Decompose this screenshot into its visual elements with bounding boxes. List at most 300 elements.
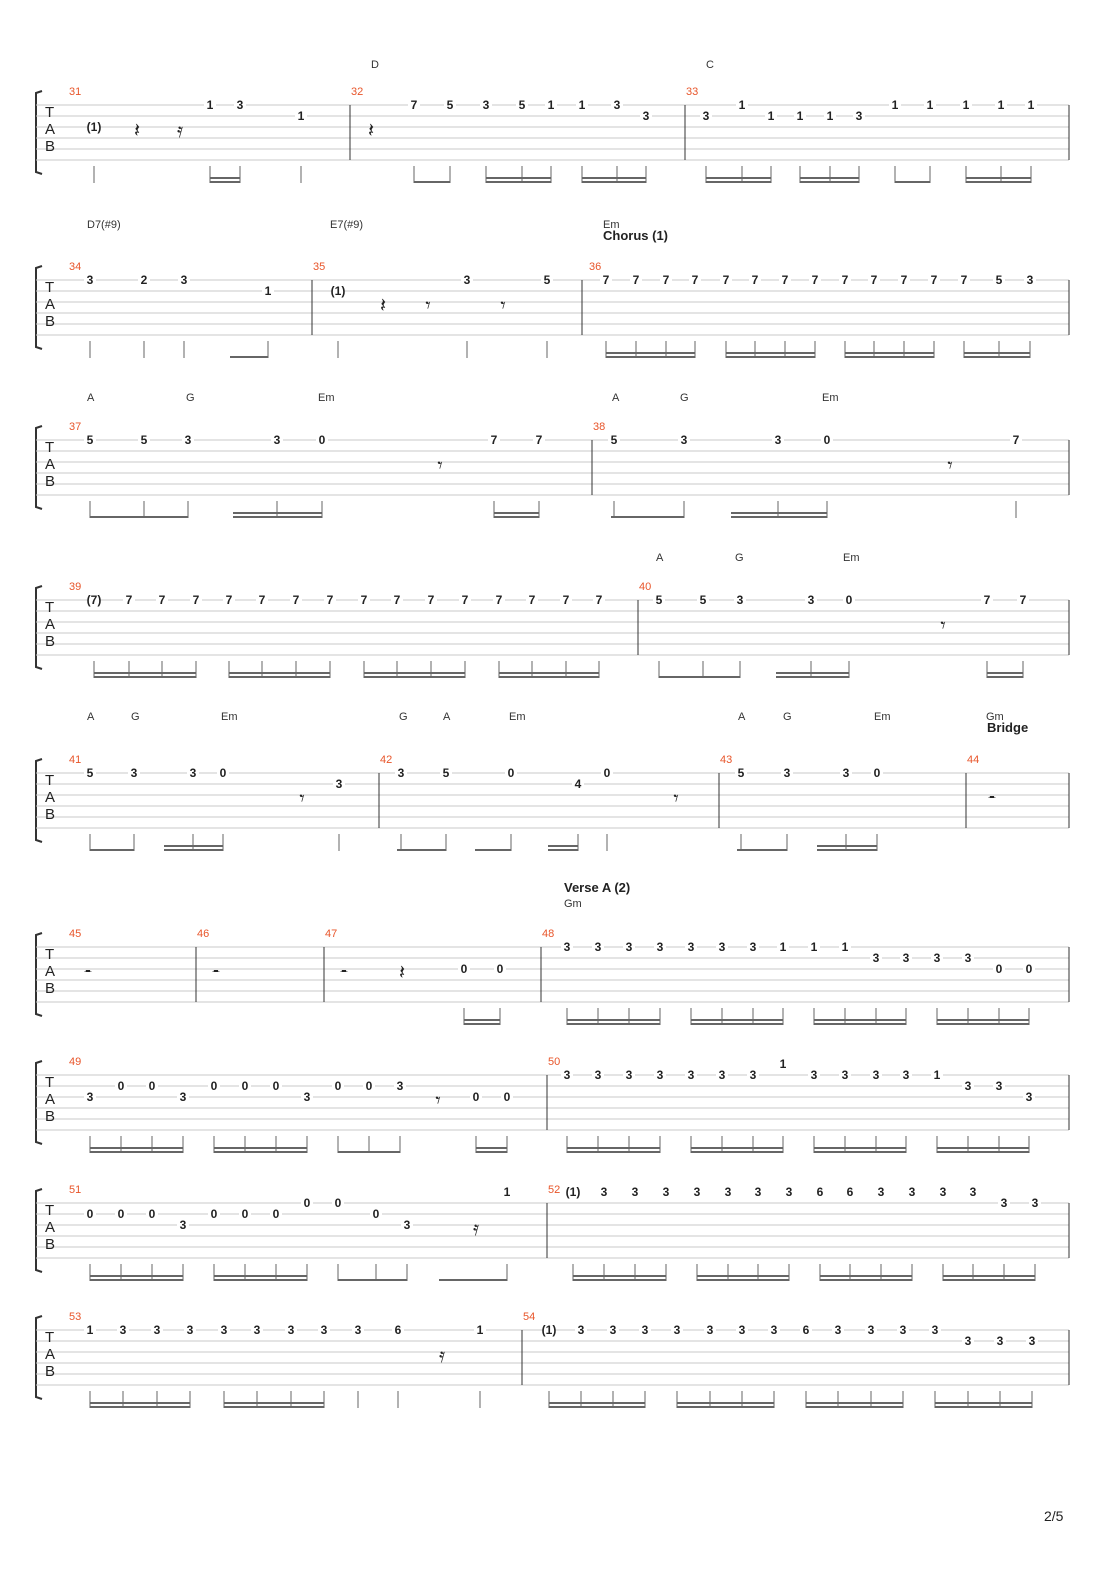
note-beam xyxy=(987,676,1023,678)
fret-number: 3 xyxy=(738,1323,746,1337)
note-beam xyxy=(845,356,934,358)
fret-number: 7 xyxy=(125,593,133,607)
note-beam xyxy=(338,1279,407,1281)
fret-number: 0 xyxy=(318,433,326,447)
chord-name: G xyxy=(783,711,792,723)
fret-number: 3 xyxy=(656,940,664,954)
note-beam xyxy=(737,849,787,851)
fret-number: 3 xyxy=(724,1185,732,1199)
fret-number: 4 xyxy=(574,777,582,791)
fret-number: 3 xyxy=(303,1090,311,1104)
rest-symbol: 𝄿 xyxy=(438,1343,446,1367)
note-beam xyxy=(214,1151,307,1153)
rest-symbol: 𝄽 xyxy=(398,960,406,984)
fret-number: 3 xyxy=(253,1323,261,1337)
fret-number: 3 xyxy=(841,1068,849,1082)
fret-number: 7 xyxy=(1012,433,1020,447)
fret-number: 1 xyxy=(206,98,214,112)
fret-number: 3 xyxy=(902,1068,910,1082)
fret-number: 3 xyxy=(810,1068,818,1082)
measure-number: 47 xyxy=(325,928,338,940)
fret-number: 3 xyxy=(933,951,941,965)
fret-number: 5 xyxy=(610,433,618,447)
note-beam xyxy=(499,672,599,674)
fret-number: 3 xyxy=(220,1323,228,1337)
note-beam xyxy=(731,516,827,518)
tab-clef-letter: B xyxy=(45,806,56,823)
fret-number: 1 xyxy=(933,1068,941,1082)
note-beam xyxy=(731,512,827,514)
fret-number: 3 xyxy=(939,1185,947,1199)
fret-number: 3 xyxy=(153,1323,161,1337)
rest-symbol: 𝄾 xyxy=(437,453,443,477)
fret-number: 3 xyxy=(613,98,621,112)
note-beam xyxy=(494,516,539,518)
note-beam xyxy=(706,181,771,183)
chord-name: Em xyxy=(843,552,860,564)
fret-number: 5 xyxy=(442,766,450,780)
tab-clef-letter: B xyxy=(45,138,56,155)
fret-number: 0 xyxy=(303,1196,311,1210)
system-bracket xyxy=(36,933,42,1016)
note-beam xyxy=(90,1279,183,1281)
fret-number: 3 xyxy=(749,940,757,954)
rest-symbol: 𝄿 xyxy=(472,1216,480,1240)
note-beam xyxy=(806,1406,903,1408)
chord-name: Em xyxy=(603,219,620,231)
measure-number: 36 xyxy=(589,261,602,273)
note-beam xyxy=(90,516,188,518)
fret-number: 1 xyxy=(962,98,970,112)
fret-number: 1 xyxy=(796,109,804,123)
chord-name: G xyxy=(186,392,195,404)
tab-clef-letter: B xyxy=(45,473,56,490)
note-beam xyxy=(439,1279,507,1281)
tab-clef-letter: A xyxy=(45,963,56,980)
fret-number: 3 xyxy=(641,1323,649,1337)
note-beam xyxy=(549,1406,645,1408)
fret-number: 3 xyxy=(577,1323,585,1337)
fret-number: 3 xyxy=(899,1323,907,1337)
measure-number: 48 xyxy=(542,928,555,940)
note-beam xyxy=(935,1402,1032,1404)
fret-number: 7 xyxy=(960,273,968,287)
note-beam xyxy=(691,1019,783,1021)
tab-clef-letter: T xyxy=(45,772,55,789)
page-number: 2/5 xyxy=(1044,1508,1064,1524)
measure-number: 39 xyxy=(69,581,82,593)
chord-name: Em xyxy=(874,711,891,723)
fret-number: 1 xyxy=(779,1057,787,1071)
fret-number: 0 xyxy=(272,1079,280,1093)
fret-number: 5 xyxy=(518,98,526,112)
measure-number: 33 xyxy=(686,86,699,98)
fret-number: 7 xyxy=(1019,593,1027,607)
chord-name: G xyxy=(399,711,408,723)
fret-number: 3 xyxy=(969,1185,977,1199)
measure-number: 50 xyxy=(548,1056,561,1068)
fret-number: 3 xyxy=(770,1323,778,1337)
fret-number: 7 xyxy=(528,593,536,607)
fret-number: 0 xyxy=(241,1079,249,1093)
fret-number: 0 xyxy=(995,962,1003,976)
note-beam xyxy=(230,356,268,358)
tab-clef-letter: A xyxy=(45,1219,56,1236)
fret-number: 3 xyxy=(335,777,343,791)
fret-number: 5 xyxy=(543,273,551,287)
fret-number: 0 xyxy=(472,1090,480,1104)
fret-number: 6 xyxy=(802,1323,810,1337)
note-beam xyxy=(776,672,849,674)
fret-number: (1) xyxy=(541,1323,557,1337)
fret-number: 7 xyxy=(258,593,266,607)
measure-number: 44 xyxy=(967,754,980,766)
fret-number: 3 xyxy=(396,1079,404,1093)
note-beam xyxy=(548,849,578,851)
note-beam xyxy=(582,181,646,183)
tab-clef-letter: T xyxy=(45,1202,55,1219)
note-beam xyxy=(697,1279,789,1281)
fret-number: 7 xyxy=(158,593,166,607)
tab-system-5 xyxy=(36,711,1069,851)
tab-clef-letter: B xyxy=(45,633,56,650)
fret-number: 7 xyxy=(326,593,334,607)
tab-clef-letter: A xyxy=(45,616,56,633)
system-bracket xyxy=(36,586,42,669)
note-beam xyxy=(476,1151,507,1153)
tab-system-3 xyxy=(36,392,1069,518)
note-beam xyxy=(210,177,240,179)
note-beam xyxy=(817,845,877,847)
note-beam xyxy=(214,1147,307,1149)
fret-number: 1 xyxy=(826,109,834,123)
note-beam xyxy=(814,1023,906,1025)
fret-number: 3 xyxy=(872,951,880,965)
note-beam xyxy=(475,849,511,851)
fret-number: 5 xyxy=(86,766,94,780)
fret-number: 3 xyxy=(908,1185,916,1199)
fret-number: 1 xyxy=(264,284,272,298)
fret-number: 3 xyxy=(600,1185,608,1199)
fret-number: 3 xyxy=(1025,1090,1033,1104)
fret-number: 3 xyxy=(397,766,405,780)
fret-number: 3 xyxy=(189,766,197,780)
fret-number: (7) xyxy=(86,593,102,607)
measure-number: 38 xyxy=(593,421,606,433)
note-beam xyxy=(567,1147,660,1149)
chord-name: G xyxy=(735,552,744,564)
fret-number: 7 xyxy=(360,593,368,607)
chord-name: Em xyxy=(318,392,335,404)
fret-number: 7 xyxy=(393,593,401,607)
fret-number: (1) xyxy=(330,284,346,298)
fret-number: 3 xyxy=(774,433,782,447)
fret-number: 7 xyxy=(602,273,610,287)
fret-number: 0 xyxy=(603,766,611,780)
fret-number: 3 xyxy=(130,766,138,780)
note-beam xyxy=(776,676,849,678)
fret-number: 5 xyxy=(446,98,454,112)
note-beam xyxy=(937,1147,1029,1149)
measure-number: 45 xyxy=(69,928,82,940)
fret-number: 3 xyxy=(236,98,244,112)
fret-number: 3 xyxy=(86,1090,94,1104)
fret-number: 3 xyxy=(642,109,650,123)
fret-number: 3 xyxy=(1031,1196,1039,1210)
rest-symbol: 𝄾 xyxy=(940,613,946,637)
rest-symbol: 𝄾 xyxy=(435,1088,441,1112)
fret-number: 3 xyxy=(842,766,850,780)
note-beam xyxy=(820,1275,912,1277)
fret-number: 0 xyxy=(334,1079,342,1093)
tab-clef-letter: A xyxy=(45,121,56,138)
note-beam xyxy=(94,672,196,674)
rest-symbol: 𝄾 xyxy=(500,293,506,317)
chord-name: G xyxy=(131,711,140,723)
note-beam xyxy=(224,1406,324,1408)
note-beam xyxy=(697,1275,789,1277)
fret-number: 6 xyxy=(816,1185,824,1199)
measure-number: 37 xyxy=(69,421,82,433)
note-beam xyxy=(814,1151,906,1153)
fret-number: 0 xyxy=(117,1207,125,1221)
rest-symbol: 𝄽 xyxy=(367,118,375,142)
note-beam xyxy=(164,849,223,851)
note-beam xyxy=(966,181,1031,183)
tab-system-7 xyxy=(36,1056,1069,1153)
note-beam xyxy=(567,1023,660,1025)
fret-number: 1 xyxy=(547,98,555,112)
fret-number: 3 xyxy=(609,1323,617,1337)
fret-number: 7 xyxy=(632,273,640,287)
fret-number: (1) xyxy=(565,1185,581,1199)
fret-number: 7 xyxy=(751,273,759,287)
note-beam xyxy=(233,516,322,518)
note-beam xyxy=(800,177,859,179)
fret-number: 7 xyxy=(781,273,789,287)
fret-number: 3 xyxy=(1026,273,1034,287)
fret-number: 0 xyxy=(372,1207,380,1221)
chord-name: Gm xyxy=(986,711,1004,723)
fret-number: 3 xyxy=(463,273,471,287)
measure-number: 43 xyxy=(720,754,733,766)
fret-number: 0 xyxy=(845,593,853,607)
tab-clef-letter: B xyxy=(45,313,56,330)
note-beam xyxy=(817,849,877,851)
note-beam xyxy=(691,1151,783,1153)
tab-clef-letter: T xyxy=(45,439,55,456)
fret-number: 3 xyxy=(403,1218,411,1232)
note-beam xyxy=(464,1023,500,1025)
note-beam xyxy=(726,352,815,354)
note-beam xyxy=(90,1147,183,1149)
measure-number: 40 xyxy=(639,581,652,593)
fret-number: 7 xyxy=(495,593,503,607)
note-beam xyxy=(677,1402,774,1404)
note-beam xyxy=(814,1147,906,1149)
note-beam xyxy=(364,672,465,674)
note-beam xyxy=(229,672,330,674)
fret-number: 7 xyxy=(722,273,730,287)
note-beam xyxy=(573,1275,666,1277)
system-bracket xyxy=(36,1316,42,1399)
fret-number: 1 xyxy=(841,940,849,954)
fret-number: 3 xyxy=(594,940,602,954)
fret-number: 3 xyxy=(855,109,863,123)
fret-number: 3 xyxy=(119,1323,127,1337)
fret-number: 5 xyxy=(655,593,663,607)
fret-number: 3 xyxy=(186,1323,194,1337)
fret-number: 0 xyxy=(365,1079,373,1093)
note-beam xyxy=(573,1279,666,1281)
fret-number: 3 xyxy=(718,940,726,954)
fret-number: 7 xyxy=(983,593,991,607)
note-beam xyxy=(90,1275,183,1277)
tab-clef-letter: T xyxy=(45,279,55,296)
fret-number: 5 xyxy=(86,433,94,447)
fret-number: 0 xyxy=(117,1079,125,1093)
fret-number: 5 xyxy=(737,766,745,780)
note-beam xyxy=(964,356,1030,358)
tab-system-1 xyxy=(36,59,1069,183)
fret-number: 0 xyxy=(219,766,227,780)
fret-number: 0 xyxy=(210,1207,218,1221)
tab-clef-letter: T xyxy=(45,104,55,121)
fret-number: 3 xyxy=(702,109,710,123)
rest-symbol: 𝄼 xyxy=(84,960,92,984)
fret-number: 3 xyxy=(662,1185,670,1199)
note-beam xyxy=(937,1151,1029,1153)
fret-number: 7 xyxy=(427,593,435,607)
tab-clef-letter: T xyxy=(45,946,55,963)
fret-number: 5 xyxy=(699,593,707,607)
fret-number: 0 xyxy=(873,766,881,780)
system-bracket xyxy=(36,426,42,509)
note-beam xyxy=(90,849,134,851)
fret-number: 3 xyxy=(749,1068,757,1082)
tab-system-6 xyxy=(36,880,1069,1025)
rest-symbol: 𝄿 xyxy=(176,118,184,142)
tab-clef-letter: A xyxy=(45,296,56,313)
measure-number: 34 xyxy=(69,261,82,273)
note-beam xyxy=(800,181,859,183)
fret-number: 0 xyxy=(503,1090,511,1104)
fret-number: 3 xyxy=(482,98,490,112)
fret-number: 7 xyxy=(841,273,849,287)
chord-name: E7(#9) xyxy=(330,219,364,231)
system-bracket xyxy=(36,759,42,842)
fret-number: 1 xyxy=(779,940,787,954)
fret-number: 3 xyxy=(180,273,188,287)
note-beam xyxy=(90,1151,183,1153)
fret-number: 0 xyxy=(86,1207,94,1221)
tab-clef-letter: A xyxy=(45,1346,56,1363)
note-beam xyxy=(494,512,539,514)
measure-number: 32 xyxy=(351,86,364,98)
note-beam xyxy=(549,1402,645,1404)
note-beam xyxy=(397,849,446,851)
tab-clef-letter: T xyxy=(45,1074,55,1091)
note-beam xyxy=(214,1275,307,1277)
fret-number: 3 xyxy=(754,1185,762,1199)
note-beam xyxy=(606,352,695,354)
note-beam xyxy=(691,1023,783,1025)
note-beam xyxy=(499,676,599,678)
note-beam xyxy=(464,1019,500,1021)
fret-number: 3 xyxy=(179,1218,187,1232)
fret-number: 3 xyxy=(964,1079,972,1093)
rest-symbol: 𝄾 xyxy=(947,453,953,477)
tab-system-2 xyxy=(36,219,1069,358)
note-beam xyxy=(691,1147,783,1149)
fret-number: 1 xyxy=(738,98,746,112)
fret-number: 3 xyxy=(1028,1334,1036,1348)
note-beam xyxy=(224,1402,324,1404)
fret-number: 3 xyxy=(354,1323,362,1337)
fret-number: 0 xyxy=(241,1207,249,1221)
chord-name: Em xyxy=(221,711,238,723)
fret-number: 7 xyxy=(461,593,469,607)
note-beam xyxy=(845,352,934,354)
note-beam xyxy=(611,516,684,518)
note-beam xyxy=(210,181,240,183)
fret-number: 3 xyxy=(783,766,791,780)
system-bracket xyxy=(36,1061,42,1144)
fret-number: 3 xyxy=(693,1185,701,1199)
note-beam xyxy=(582,177,646,179)
fret-number: 3 xyxy=(625,1068,633,1082)
fret-number: 0 xyxy=(507,766,515,780)
fret-number: 3 xyxy=(718,1068,726,1082)
fret-number: 7 xyxy=(562,593,570,607)
note-beam xyxy=(987,672,1023,674)
fret-number: 0 xyxy=(210,1079,218,1093)
note-beam xyxy=(943,1279,1035,1281)
fret-number: 5 xyxy=(140,433,148,447)
fret-number: 7 xyxy=(225,593,233,607)
fret-number: 3 xyxy=(872,1068,880,1082)
fret-number: 3 xyxy=(785,1185,793,1199)
note-beam xyxy=(486,181,551,183)
fret-number: 0 xyxy=(148,1079,156,1093)
measure-number: 42 xyxy=(380,754,393,766)
fret-number: 6 xyxy=(846,1185,854,1199)
fret-number: 7 xyxy=(535,433,543,447)
fret-number: 2 xyxy=(140,273,148,287)
measure-number: 46 xyxy=(197,928,210,940)
note-beam xyxy=(229,676,330,678)
note-beam xyxy=(966,177,1031,179)
note-beam xyxy=(94,676,196,678)
fret-number: 3 xyxy=(807,593,815,607)
measure-number: 53 xyxy=(69,1311,82,1323)
tab-clef-letter: B xyxy=(45,980,56,997)
fret-number: 3 xyxy=(287,1323,295,1337)
note-beam xyxy=(90,1406,190,1408)
fret-number: 7 xyxy=(410,98,418,112)
fret-number: 7 xyxy=(292,593,300,607)
rest-symbol: 𝄼 xyxy=(340,960,348,984)
note-beam xyxy=(164,845,223,847)
fret-number: 3 xyxy=(834,1323,842,1337)
note-beam xyxy=(935,1406,1032,1408)
fret-number: 1 xyxy=(578,98,586,112)
note-beam xyxy=(937,1019,1029,1021)
fret-number: 3 xyxy=(867,1323,875,1337)
rest-symbol: 𝄾 xyxy=(425,293,431,317)
fret-number: 0 xyxy=(148,1207,156,1221)
fret-number: 0 xyxy=(460,962,468,976)
